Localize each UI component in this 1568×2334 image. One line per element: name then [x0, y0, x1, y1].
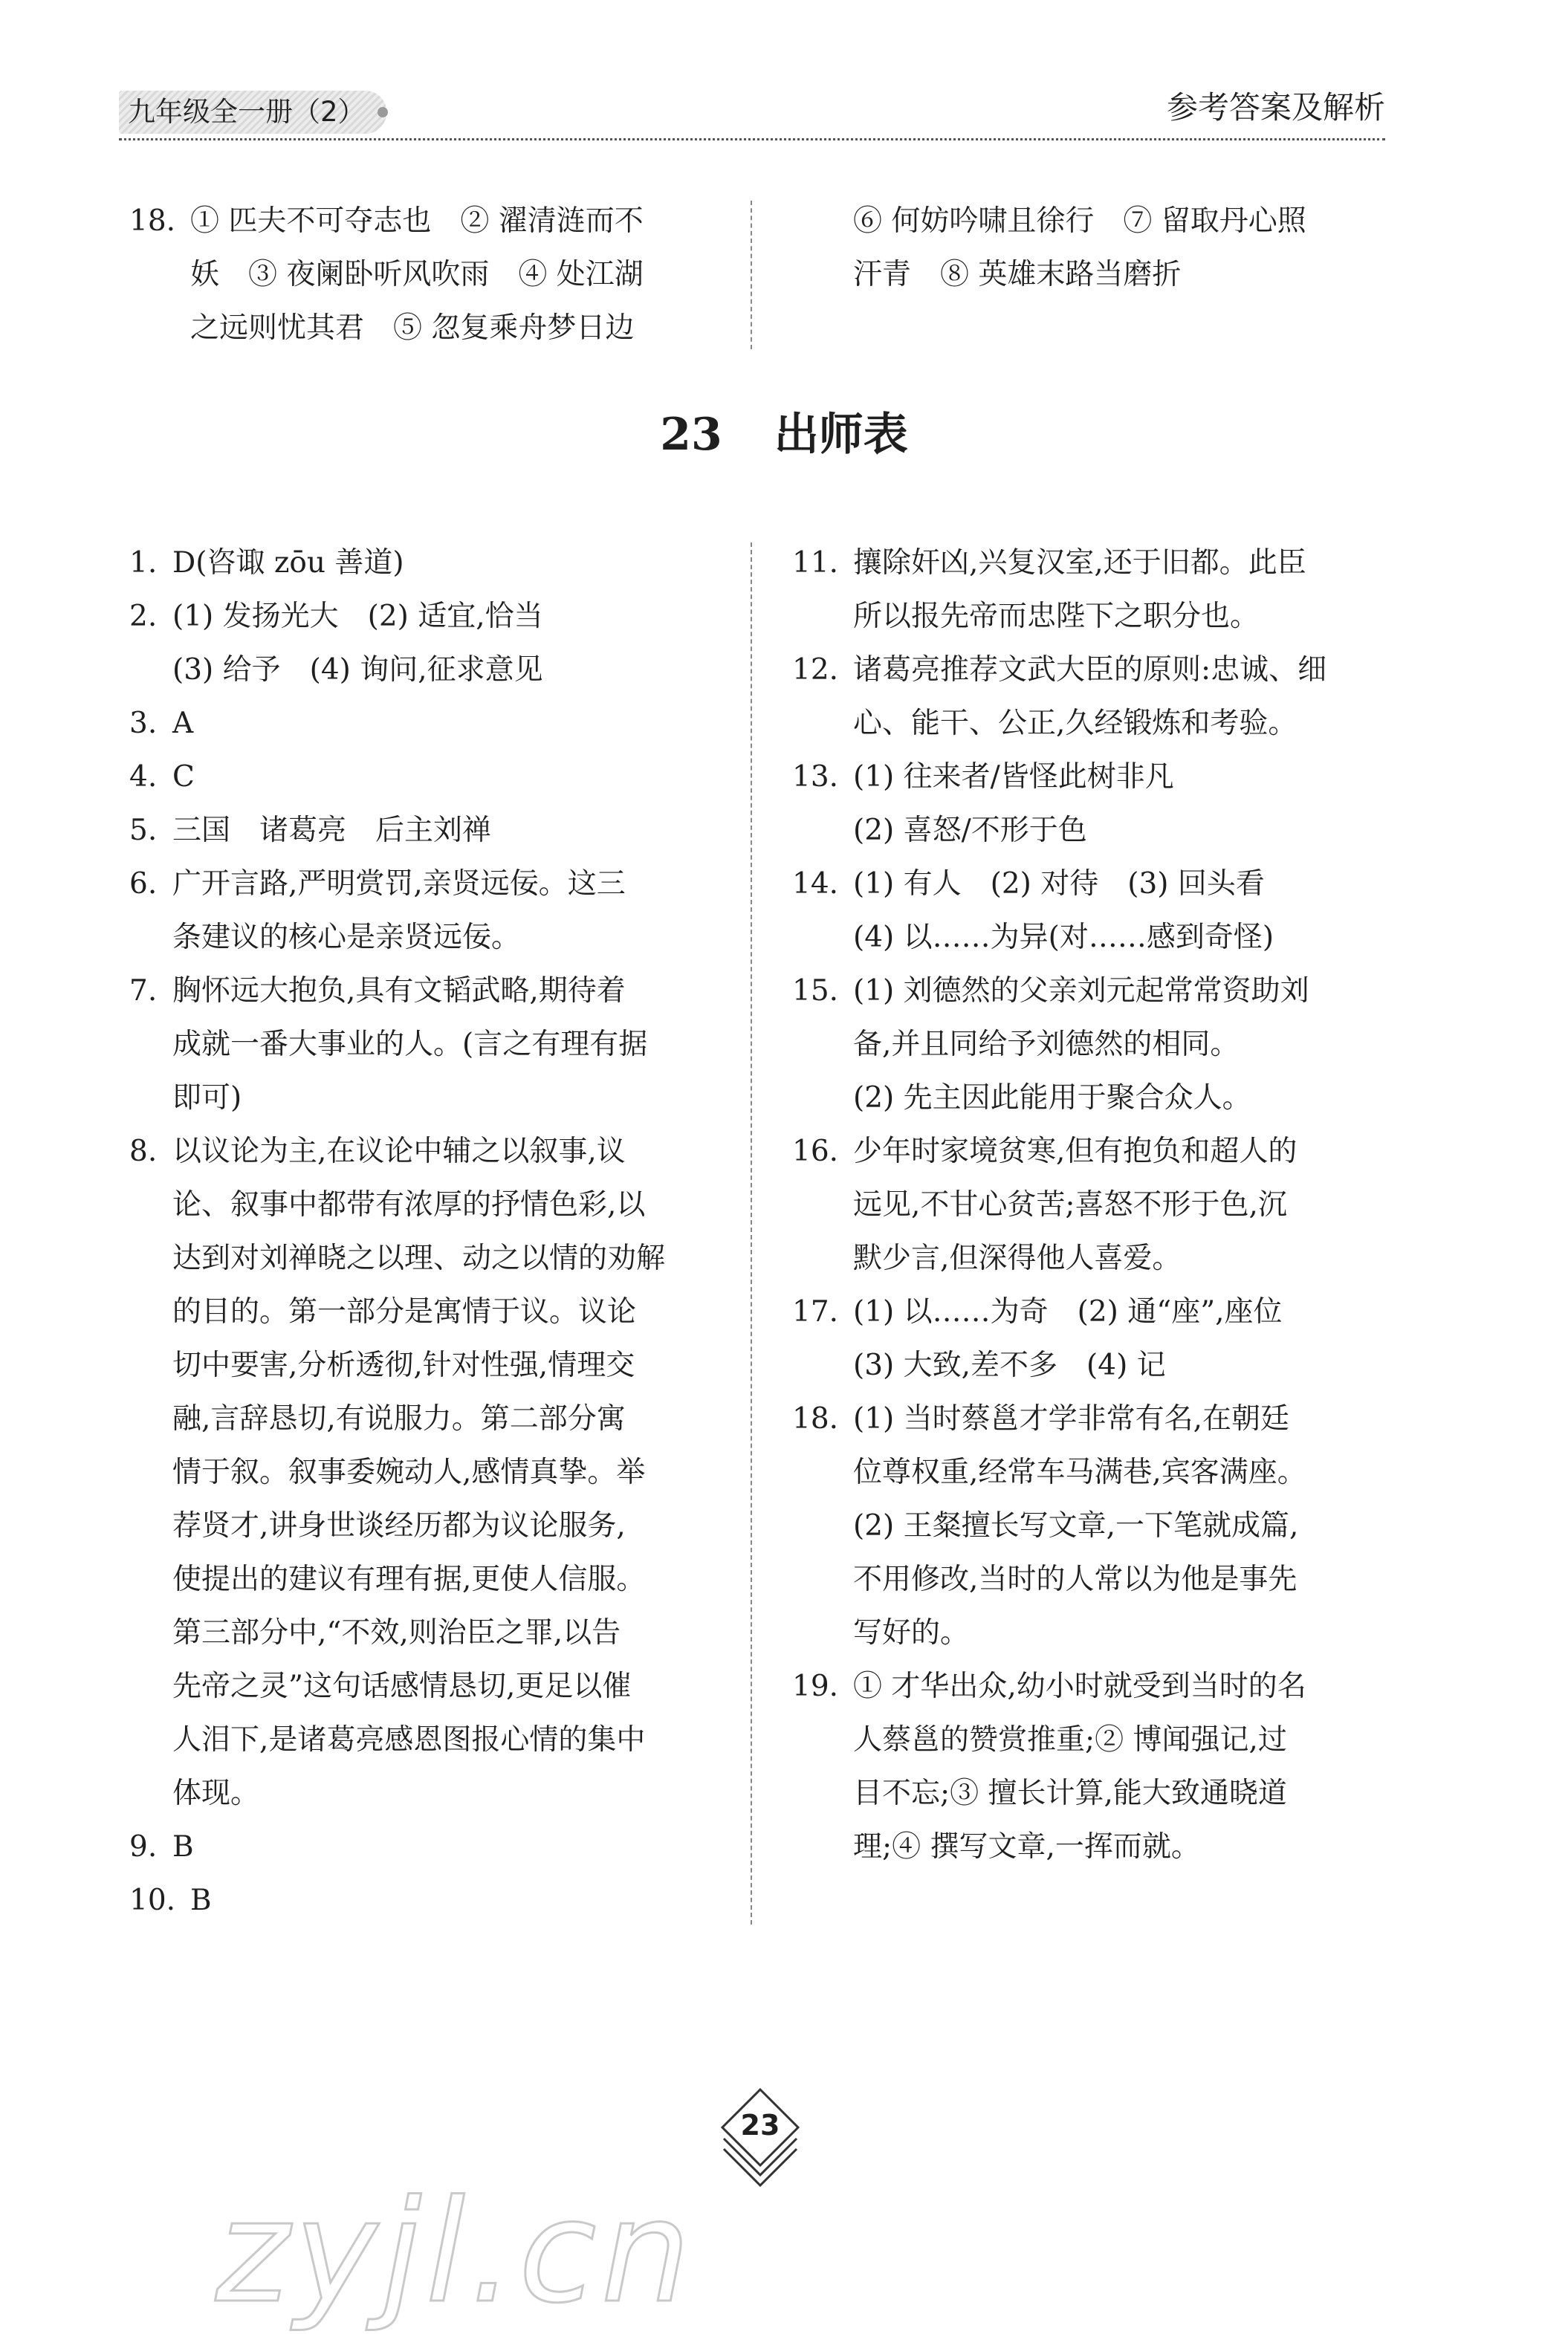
answer-line: 以议论为主,在议论中辅之以叙事,议 [172, 1135, 626, 1168]
answer-text [853, 1393, 1387, 1660]
answer-number: 3. [129, 707, 158, 740]
answer-item [792, 1660, 1387, 1874]
answer-text [853, 965, 1387, 1125]
page-number: 23 [740, 2109, 780, 2142]
answers-column-divider [751, 542, 752, 1925]
answers-right-column [792, 537, 1387, 1874]
answer-line: 即可) [172, 1081, 242, 1115]
answer-line: 融,言辞恳切,有说服力。第二部分寓 [172, 1402, 626, 1436]
answer-line: 少年时家境贫寒,但有抱负和超人的 [853, 1135, 1298, 1168]
answer-line: 攘除奸凶,兴复汉室,还于旧都。此臣 [853, 546, 1306, 580]
answer-item [792, 1393, 1387, 1660]
answer-line: 人泪下,是诸葛亮感恩图报心情的集中 [172, 1723, 646, 1757]
answer-number: 11. [792, 546, 839, 580]
lesson-title [0, 401, 1568, 468]
answer-item [792, 537, 1387, 644]
top-column-divider [751, 201, 752, 349]
answer-number: 14. [792, 867, 839, 901]
answer-text [172, 804, 724, 858]
answer-line: 切中要害,分析透彻,针对性强,情理交 [172, 1349, 635, 1382]
answer-line: 情于叙。叙事委婉动人,感情真挚。举 [172, 1456, 646, 1489]
answer-line: 位尊权重,经常车马满巷,宾客满座。 [853, 1456, 1306, 1489]
top-right-column [853, 195, 1388, 302]
answer-line: (1) 发扬光大 (2) 适宜,恰当 [172, 600, 543, 633]
answer-line: 所以报先帝而忠陛下之职分也。 [853, 600, 1260, 633]
answer-number: 9. [129, 1830, 158, 1864]
answer-text [190, 195, 724, 355]
answer-line: ⑥ 何妨吟啸且徐行 ⑦ 留取丹心照 [853, 204, 1306, 238]
answer-text [172, 1821, 724, 1874]
answer-item [129, 965, 724, 1125]
section-title: 参考答案及解析 [1166, 89, 1385, 126]
answer-item [792, 751, 1387, 858]
answer-item [792, 858, 1387, 965]
answer-line: D(咨诹 zōu 善道) [172, 546, 404, 580]
answer-line: 的目的。第一部分是寓情于议。议论 [172, 1295, 637, 1329]
answer-line: (2) 喜怒/不形于色 [853, 814, 1087, 847]
top-left-column [129, 195, 724, 355]
answer-line: 广开言路,严明赏罚,亲贤远佞。这三 [172, 867, 626, 901]
watermark-logo: zyjl.cn [216, 2170, 696, 2334]
header-divider [119, 138, 1385, 140]
answer-number: 12. [792, 653, 839, 687]
answer-text [853, 644, 1387, 751]
answer-item [129, 537, 724, 590]
answer-text [172, 697, 724, 751]
answer-number: 15. [792, 974, 839, 1008]
answer-text [172, 751, 724, 804]
answer-line: ① 匹夫不可夺志也 ② 濯清涟而不 [190, 204, 644, 238]
lesson-name: 出师表 [774, 409, 908, 461]
answer-number: 5. [129, 814, 158, 847]
answer-line: 成就一番大事业的人。(言之有理有据 [172, 1028, 648, 1061]
answer-number: 8. [129, 1135, 158, 1168]
answer-item [129, 751, 724, 804]
grade-label: 九年级全一册（2） [119, 91, 386, 134]
answer-line: (2) 王粲擅长写文章,一下笔就成篇, [853, 1509, 1299, 1543]
header-dot-icon [378, 107, 388, 117]
answer-line: 胸怀远大抱负,具有文韬武略,期待着 [172, 974, 626, 1008]
answer-text [853, 1286, 1387, 1393]
answer-line: 备,并且同给予刘德然的相同。 [853, 1028, 1240, 1061]
answer-item [792, 1125, 1387, 1286]
answer-line: (1) 当时蔡邕才学非常有名,在朝廷 [853, 1402, 1290, 1436]
answer-number: 17. [792, 1295, 839, 1329]
answer-item [129, 804, 724, 858]
answer-text [853, 1660, 1387, 1874]
answer-line: (4) 以……为异(对……感到奇怪) [853, 921, 1274, 954]
answer-line: (1) 往来者/皆怪此树非凡 [853, 760, 1174, 794]
answer-line: C [172, 760, 195, 794]
answer-number: 7. [129, 974, 158, 1008]
answer-text [172, 858, 724, 965]
answer-line: 体现。 [172, 1777, 260, 1810]
answer-line: (3) 大致,差不多 (4) 记 [853, 1349, 1166, 1382]
answer-line: (2) 先主因此能用于聚合众人。 [853, 1081, 1251, 1115]
lesson-number: 23 [660, 409, 722, 461]
answer-text [172, 965, 724, 1125]
answer-number: 4. [129, 760, 158, 794]
answer-number: 16. [792, 1135, 839, 1168]
answer-number: 19. [792, 1670, 839, 1703]
answer-line: ① 才华出众,幼小时就受到当时的名 [853, 1670, 1306, 1703]
answer-text [853, 751, 1387, 858]
answer-text [853, 537, 1387, 644]
answer-number: 18. [792, 1402, 839, 1436]
answer-line: (1) 刘德然的父亲刘元起常常资助刘 [853, 974, 1309, 1008]
answer-line: (1) 有人 (2) 对待 (3) 回头看 [853, 867, 1265, 901]
answer-line: 诸葛亮推荐文武大臣的原则:忠诚、细 [853, 653, 1327, 687]
answer-line: 先帝之灵”这句话感情恳切,更足以催 [172, 1670, 632, 1703]
answer-item [129, 858, 724, 965]
answer-item [129, 195, 724, 355]
answer-number: 2. [129, 600, 158, 633]
answer-number: 18. [129, 204, 176, 238]
answer-line: B [190, 1884, 212, 1917]
answer-line: 条建议的核心是亲贤远佞。 [172, 921, 521, 954]
answer-line: 不用修改,当时的人常以为他是事先 [853, 1563, 1298, 1596]
answer-line: 写好的。 [853, 1616, 970, 1650]
answer-line: 第三部分中,“不效,则治臣之罪,以告 [172, 1616, 621, 1650]
answer-line: 三国 诸葛亮 后主刘禅 [172, 814, 492, 847]
answer-text [853, 1125, 1387, 1286]
answer-line: 目不忘;③ 擅长计算,能大致通晓道 [853, 1777, 1287, 1810]
answer-item [129, 1821, 724, 1874]
answer-number: 13. [792, 760, 839, 794]
answer-line: 心、能干、公正,久经锻炼和考验。 [853, 707, 1298, 740]
answer-number: 1. [129, 546, 158, 580]
answer-line: (3) 给予 (4) 询问,征求意见 [172, 653, 543, 687]
answer-line: 妖 ③ 夜阑卧听风吹雨 ④ 处江湖 [190, 258, 644, 291]
answer-line: 论、叙事中都带有浓厚的抒情色彩,以 [172, 1188, 646, 1222]
answer-line: 达到对刘禅晓之以理、动之以情的劝解 [172, 1242, 666, 1275]
answer-item [792, 1286, 1387, 1393]
answer-line: (1) 以……为奇 (2) 通“座”,座位 [853, 1295, 1283, 1329]
answers-left-column [129, 537, 724, 1928]
answer-item [792, 965, 1387, 1125]
answer-number: 10. [129, 1884, 176, 1917]
answer-text [172, 590, 724, 697]
answer-item [129, 697, 724, 751]
answer-item [129, 590, 724, 697]
answer-line: 汗青 ⑧ 英雄末路当磨折 [853, 258, 1182, 291]
page-number-badge [719, 2087, 801, 2191]
answer-line: 远见,不甘心贫苦;喜怒不形于色,沉 [853, 1188, 1287, 1222]
answer-line: 之远则忧其君 ⑤ 忽复乘舟梦日边 [190, 311, 635, 345]
answer-line: 理;④ 撰写文章,一挥而就。 [853, 1830, 1200, 1864]
answer-line: 人蔡邕的赞赏推重;② 博闻强记,过 [853, 1723, 1287, 1757]
answer-number: 6. [129, 867, 158, 901]
answer-text [172, 1125, 724, 1821]
answer-text [853, 858, 1387, 965]
answer-text [190, 1874, 724, 1928]
answer-item [792, 644, 1387, 751]
answer-line: A [172, 707, 194, 740]
answer-text [172, 537, 724, 590]
answer-line: 使提出的建议有理有据,更使人信服。 [172, 1563, 646, 1596]
answer-line: 默少言,但深得他人喜爱。 [853, 1242, 1182, 1275]
answer-line: 荐贤才,讲身世谈经历都为议论服务, [172, 1509, 626, 1543]
answer-line: B [172, 1830, 194, 1864]
answer-item [129, 1874, 724, 1928]
answer-item [129, 1125, 724, 1821]
